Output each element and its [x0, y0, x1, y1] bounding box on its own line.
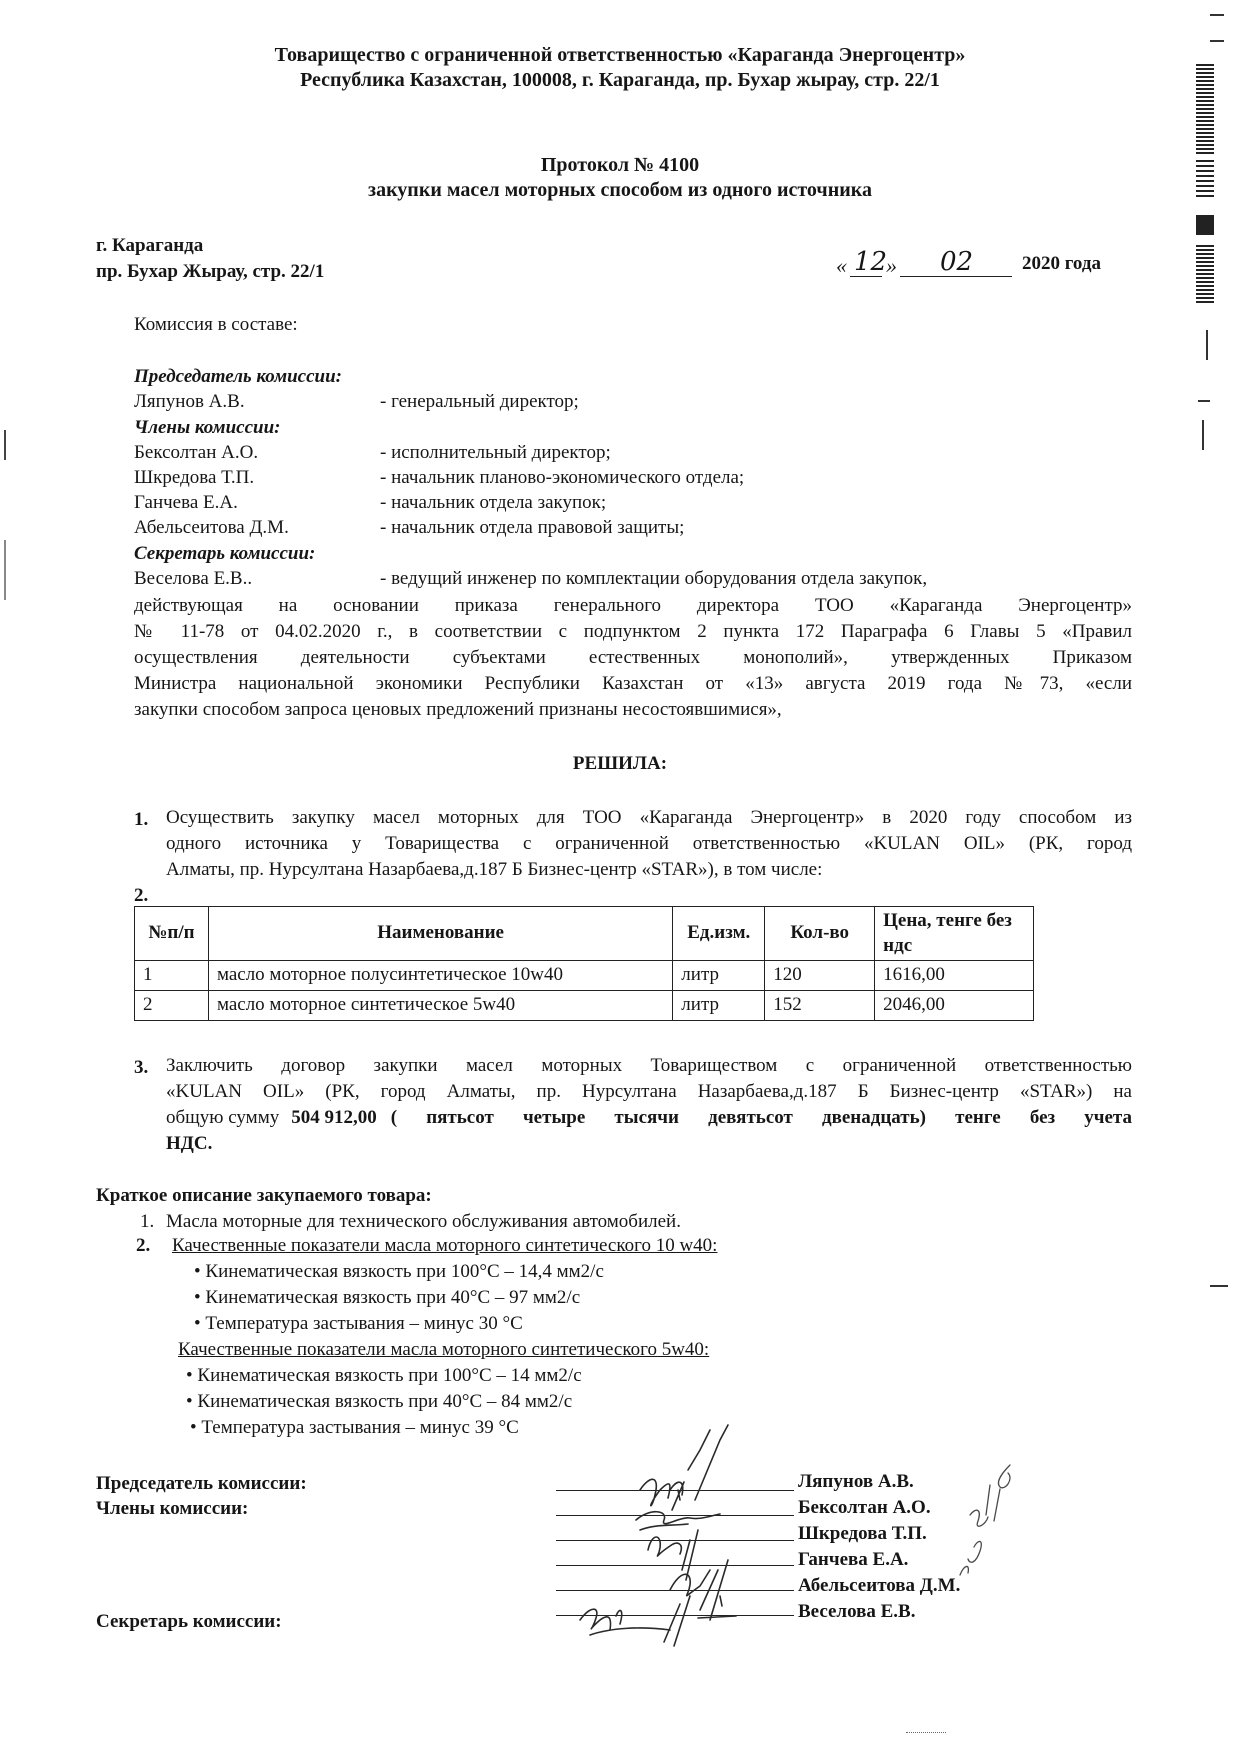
table-header-cell: Ед.изм.	[673, 907, 765, 961]
table-cell: 2	[135, 991, 209, 1021]
member-name: Шкредова Т.П.	[134, 467, 255, 488]
decision-amount: 504 912,00	[291, 1107, 377, 1128]
table-header-cell: Цена, тенге без ндс	[875, 907, 1034, 961]
quality-heading-10w40: Качественные показатели масла моторного синтетического 10 w40:	[172, 1235, 718, 1256]
table-cell: масло моторное полусинтетическое 10w40	[208, 961, 672, 991]
scan-artifact-bottom	[906, 1732, 946, 1733]
basis-line: закупки способом запроса ценовых предложений признаны несостоявшимися»,	[134, 699, 782, 720]
spec-bullet: • Температура застывания – минус 30 °С	[194, 1313, 523, 1334]
scan-artifact-left	[4, 430, 6, 460]
decision-item1-line: Осуществить закупку масел моторных для ТОО «Караганда Энергоцентр» в 2020 году способом из	[166, 807, 1132, 828]
decision-amount-words: ( пятьсот четыре тысячи девятьсот двенадцать) тенге без учета	[390, 1107, 1132, 1128]
description-item-number: 1.	[140, 1211, 155, 1232]
signature-members-label: Члены комиссии:	[96, 1498, 249, 1519]
signatory-name: Бексолтан А.О.	[798, 1497, 931, 1518]
member-role: - начальник отдела правовой защиты;	[380, 517, 685, 538]
decision-item3-line: «KULAN OIL» (РК, город Алматы, пр. Нурсултана Назарбаева,д.187 Б Бизнес-центр «STAR») на	[166, 1081, 1132, 1102]
signature-chair-label: Председатель комиссии:	[96, 1473, 307, 1494]
table-cell: 152	[765, 991, 875, 1021]
table-row	[135, 961, 1034, 991]
table-cell: 2046,00	[875, 991, 1034, 1021]
member-role: - начальник планово-экономического отдела;	[380, 467, 745, 488]
member-role: - исполнительный директор;	[380, 442, 611, 463]
description-item-text: Масла моторные для технического обслуживания автомобилей.	[166, 1211, 681, 1232]
spec-bullet: • Кинематическая вязкость при 40°С – 97 мм2/с	[194, 1287, 581, 1308]
table-cell: 120	[765, 961, 875, 991]
decision-item-number: 3.	[134, 1057, 149, 1078]
signature-secretary-label: Секретарь комиссии:	[96, 1611, 282, 1632]
table-cell: масло моторное синтетическое 5w40	[208, 991, 672, 1021]
scan-artifact-left	[4, 540, 6, 600]
description-heading: Краткое описание закупаемого товара:	[96, 1185, 432, 1206]
date-day-underline	[850, 276, 882, 277]
handwritten-initials	[930, 1455, 1040, 1605]
member-name: Бексолтан А.О.	[134, 442, 259, 463]
chair-heading: Председатель комиссии:	[134, 366, 342, 387]
secretary-name: Веселова Е.В..	[134, 568, 253, 589]
decision-item1-line: Алматы, пр. Нурсултана Назарбаева,д.187 Б Бизнес-центр «STAR»), в том числе:	[166, 859, 823, 880]
decision-item-number: 2.	[134, 885, 149, 906]
spec-bullet: • Кинематическая вязкость при 100°С – 14,4 мм2/с	[194, 1261, 604, 1282]
date-day: 12	[854, 247, 888, 277]
place-city: г. Караганда	[96, 235, 204, 256]
date-month-underline	[900, 276, 1012, 277]
member-name: Ганчева Е.А.	[134, 492, 238, 513]
decision-item-number: 1.	[134, 809, 149, 830]
items-table	[134, 906, 1034, 1021]
decision-heading: РЕШИЛА:	[572, 753, 668, 774]
basis-line: № 11-78 от 04.02.2020 г., в соответствии с подпунктом 2 пункта 172 Параграфа 6 Главы 5 «Правил	[134, 621, 1132, 642]
basis-line: действующая на основании приказа генерального директора ТОО «Караганда Энергоцентр»	[134, 595, 1132, 616]
table-cell: 1616,00	[875, 961, 1034, 991]
table-header-cell: №п/п	[135, 907, 209, 961]
signatory-name: Абельсеитова Д.М.	[798, 1575, 961, 1596]
member-name: Абельсеитова Д.М.	[134, 517, 289, 538]
decision-item3-prefix: общую сумму	[166, 1107, 280, 1128]
handwritten-signatures	[560, 1420, 800, 1650]
date-year: 2020 года	[1022, 253, 1101, 274]
date-quote-close: »	[886, 253, 897, 278]
decision-item3-line: Заключить договор закупки масел моторных Товариществом с ограниченной ответственностью	[166, 1055, 1132, 1076]
table-cell: 1	[135, 961, 209, 991]
chair-role: - генеральный директор;	[380, 391, 579, 412]
table-header-cell: Кол-во	[765, 907, 875, 961]
org-name: Товарищество с ограниченной ответственностью «Караганда Энергоцентр»	[274, 44, 966, 66]
table-row	[135, 991, 1034, 1021]
signatory-name: Ганчева Е.А.	[798, 1549, 909, 1570]
chair-name: Ляпунов А.В.	[134, 391, 245, 412]
members-heading: Члены комиссии:	[134, 417, 281, 438]
table-cell: литр	[673, 991, 765, 1021]
basis-line: Министра национальной экономики Республики Казахстан от «13» августа 2019 года №73, «если	[134, 673, 1132, 694]
date-line	[836, 246, 1136, 280]
signatory-name: Веселова Е.В.	[798, 1601, 916, 1622]
protocol-number: Протокол № 4100	[540, 154, 700, 176]
member-role: - начальник отдела закупок;	[380, 492, 607, 513]
scan-artifact-edge	[1188, 0, 1240, 1754]
date-month: 02	[940, 247, 974, 277]
secretary-heading: Секретарь комиссии:	[134, 543, 316, 564]
date-quote-open: «	[836, 253, 847, 278]
org-address: Республика Казахстан, 100008, г. Караганда, пр. Бухар жырау, стр. 22/1	[300, 69, 940, 91]
spec-bullet: • Кинематическая вязкость при 40°С – 84 мм2/с	[186, 1391, 573, 1412]
basis-line: осуществления деятельности субъектами естественных монополий», утвержденных Приказом	[134, 647, 1132, 668]
decision-item3-amount-line	[166, 1106, 1132, 1131]
table-cell: литр	[673, 961, 765, 991]
secretary-role: - ведущий инженер по комплектации оборудования отдела закупок,	[380, 568, 928, 589]
spec-bullet: • Кинематическая вязкость при 100°С – 14 мм2/с	[186, 1365, 582, 1386]
description-item-number: 2.	[136, 1235, 151, 1256]
signatory-name: Шкредова Т.П.	[798, 1523, 927, 1544]
decision-item1-line: одного источника у Товарищества с ограниченной ответственностью «KULAN OIL» (РК, город	[166, 833, 1132, 854]
protocol-subject: закупки масел моторных способом из одного источника	[368, 179, 872, 201]
spec-bullet: • Температура застывания – минус 39 °С	[190, 1417, 519, 1438]
commission-intro: Комиссия в составе:	[134, 314, 298, 335]
table-header-cell: Наименование	[208, 907, 672, 961]
quality-heading-5w40: Качественные показатели масла моторного синтетического 5w40:	[178, 1339, 710, 1360]
decision-item3-line: НДС.	[166, 1133, 213, 1154]
signatory-name: Ляпунов А.В.	[798, 1471, 914, 1492]
table-header-row	[135, 907, 1034, 961]
place-street: пр. Бухар Жырау, стр. 22/1	[96, 261, 325, 282]
